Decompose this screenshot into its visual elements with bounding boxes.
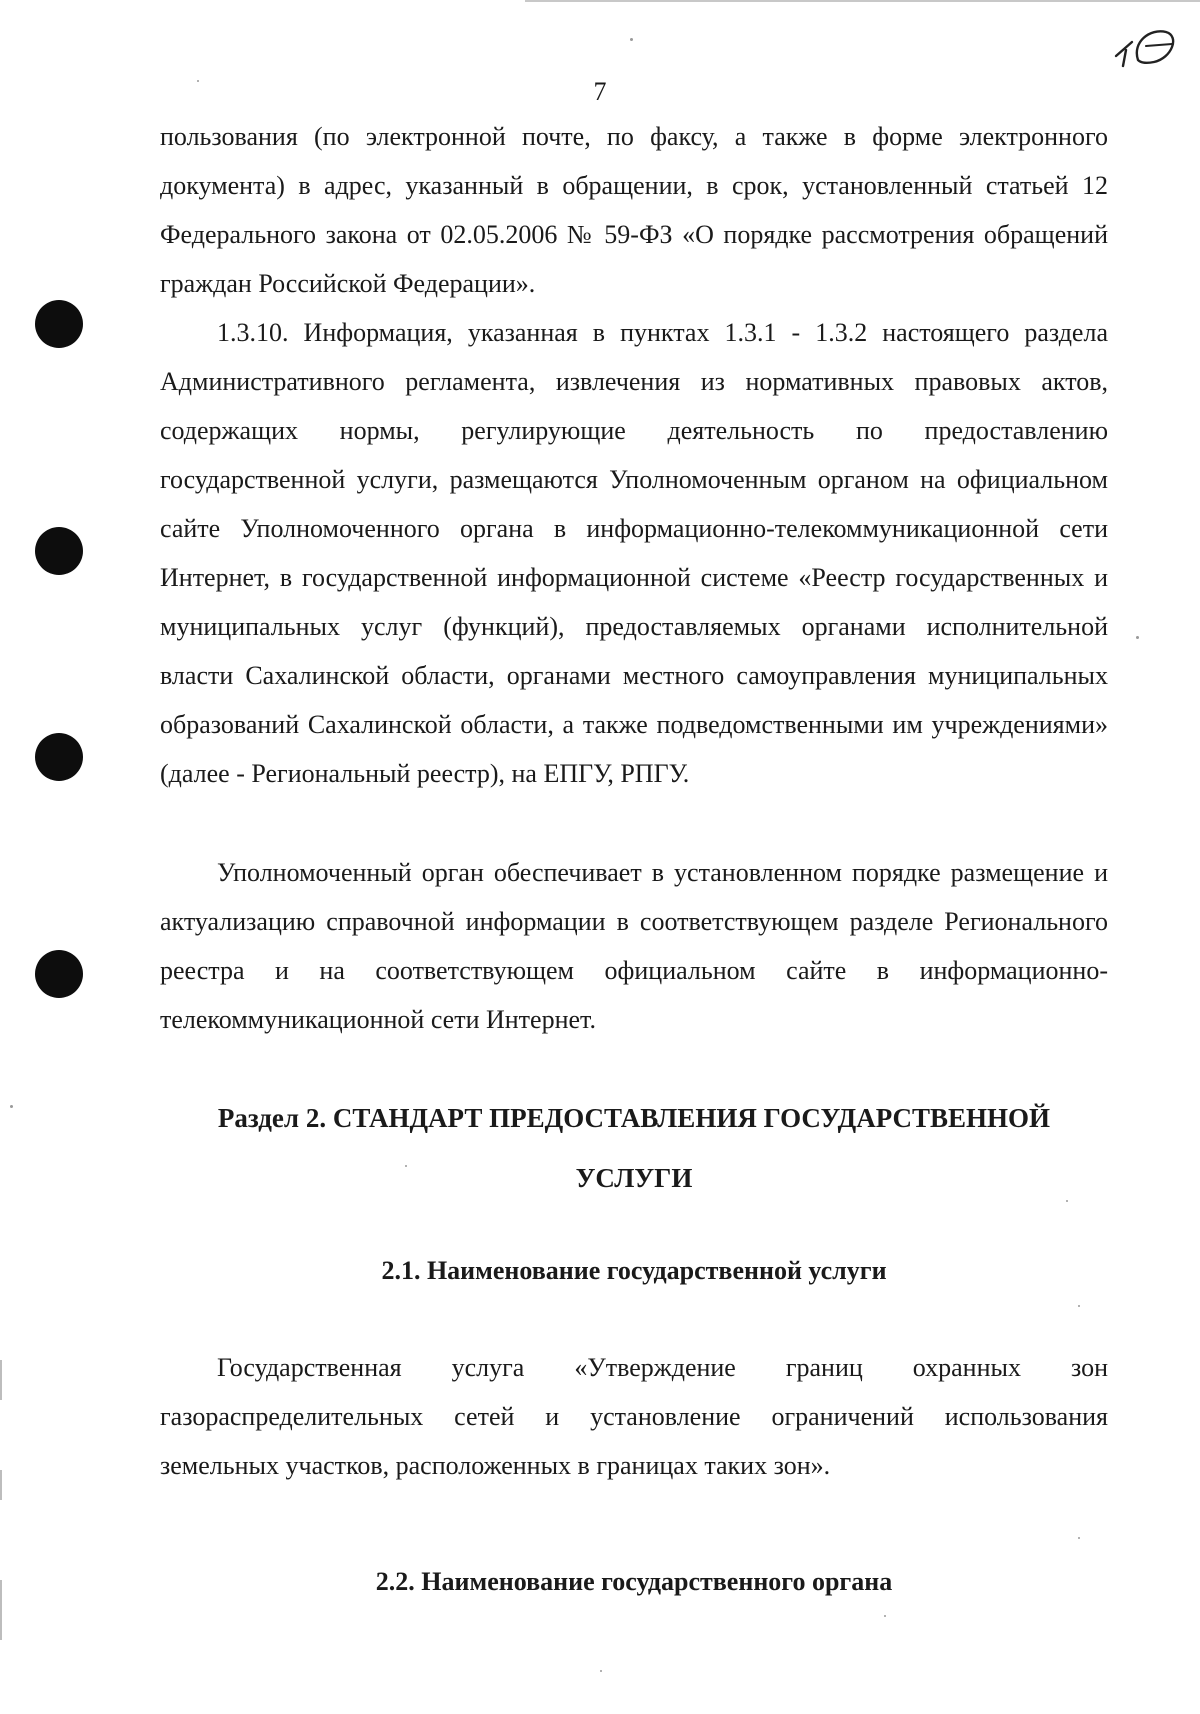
section-2-heading-line-1: Раздел 2. СТАНДАРТ ПРЕДОСТАВЛЕНИЯ ГОСУДАРСТВЕННОЙ bbox=[217, 1103, 1051, 1133]
paragraph-text: пользования (по электронной почте, по факсу, а также в форме электронного документа) в адрес, указанный в обращении, в срок, установленный статьей 12 Федерального закона от 02.05.2006 № 59-ФЗ «О порядке рассмотрения обращений граждан Российской Федерации». bbox=[160, 122, 1108, 298]
scan-left-edge-mark bbox=[0, 1580, 2, 1640]
scan-left-edge-mark bbox=[0, 1360, 2, 1400]
scan-top-edge-line bbox=[525, 0, 1200, 2]
binder-hole-2 bbox=[35, 527, 83, 575]
scan-speck bbox=[10, 1105, 13, 1108]
paragraph-service-name bbox=[160, 1343, 1108, 1490]
subsection-2-2-heading: 2.2. Наименование государственного органа bbox=[375, 1567, 893, 1596]
binder-hole-3 bbox=[35, 733, 83, 781]
paragraph-1-3-10 bbox=[160, 308, 1108, 798]
section-2-heading-line-2: УСЛУГИ bbox=[575, 1163, 693, 1193]
scan-speck bbox=[1136, 636, 1139, 639]
paragraph-continuation bbox=[160, 112, 1108, 308]
scan-left-edge-mark bbox=[0, 1470, 2, 1500]
binder-hole-1 bbox=[35, 300, 83, 348]
scan-speck bbox=[884, 1615, 886, 1617]
page-number: 7 bbox=[593, 77, 607, 106]
scan-speck bbox=[1078, 1305, 1080, 1307]
paragraph-text: Уполномоченный орган обеспечивает в установленном порядке размещение и актуализацию справочной информации в соответствующем разделе Регионального реестра и на соответствующем официальном сайте в информационно-телекоммуникационной сети Интернет. bbox=[160, 858, 1108, 1034]
binder-hole-4 bbox=[35, 950, 83, 998]
paragraph-authority-obligations bbox=[160, 848, 1108, 1044]
scan-speck bbox=[630, 38, 633, 41]
scan-speck bbox=[197, 80, 199, 82]
paragraph-text: Государственная услуга «Утверждение границ охранных зон газораспределительных сетей и установление ограничений использования земельных участков, расположенных в границах таких зон». bbox=[160, 1353, 1108, 1480]
handwritten-page-number bbox=[1110, 22, 1188, 72]
paragraph-text: 1.3.10. Информация, указанная в пунктах 1.3.1 - 1.3.2 настоящего раздела Административного регламента, извлечения из нормативных правовых актов, содержащих нормы, регулирующие деятельность по предоставлению государственной услуги, размещаются Уполномоченным органом на официальном сайте Уполномоченного органа в информационно-телекоммуникационной сети Интернет, в государственной информационной системе «Реестр государственных и муниципальных услуг (функций), предоставляемых органами исполнительной власти Сахалинской области, органами местного самоуправления муниципальных образований Сахалинской области, а также подведомственными им учреждениями» (далее - Региональный реестр), на ЕПГУ, РПГУ. bbox=[160, 318, 1108, 788]
scan-speck bbox=[1078, 1537, 1080, 1539]
subsection-2-1-heading: 2.1. Наименование государственной услуги bbox=[381, 1256, 887, 1285]
scan-speck bbox=[600, 1670, 602, 1672]
